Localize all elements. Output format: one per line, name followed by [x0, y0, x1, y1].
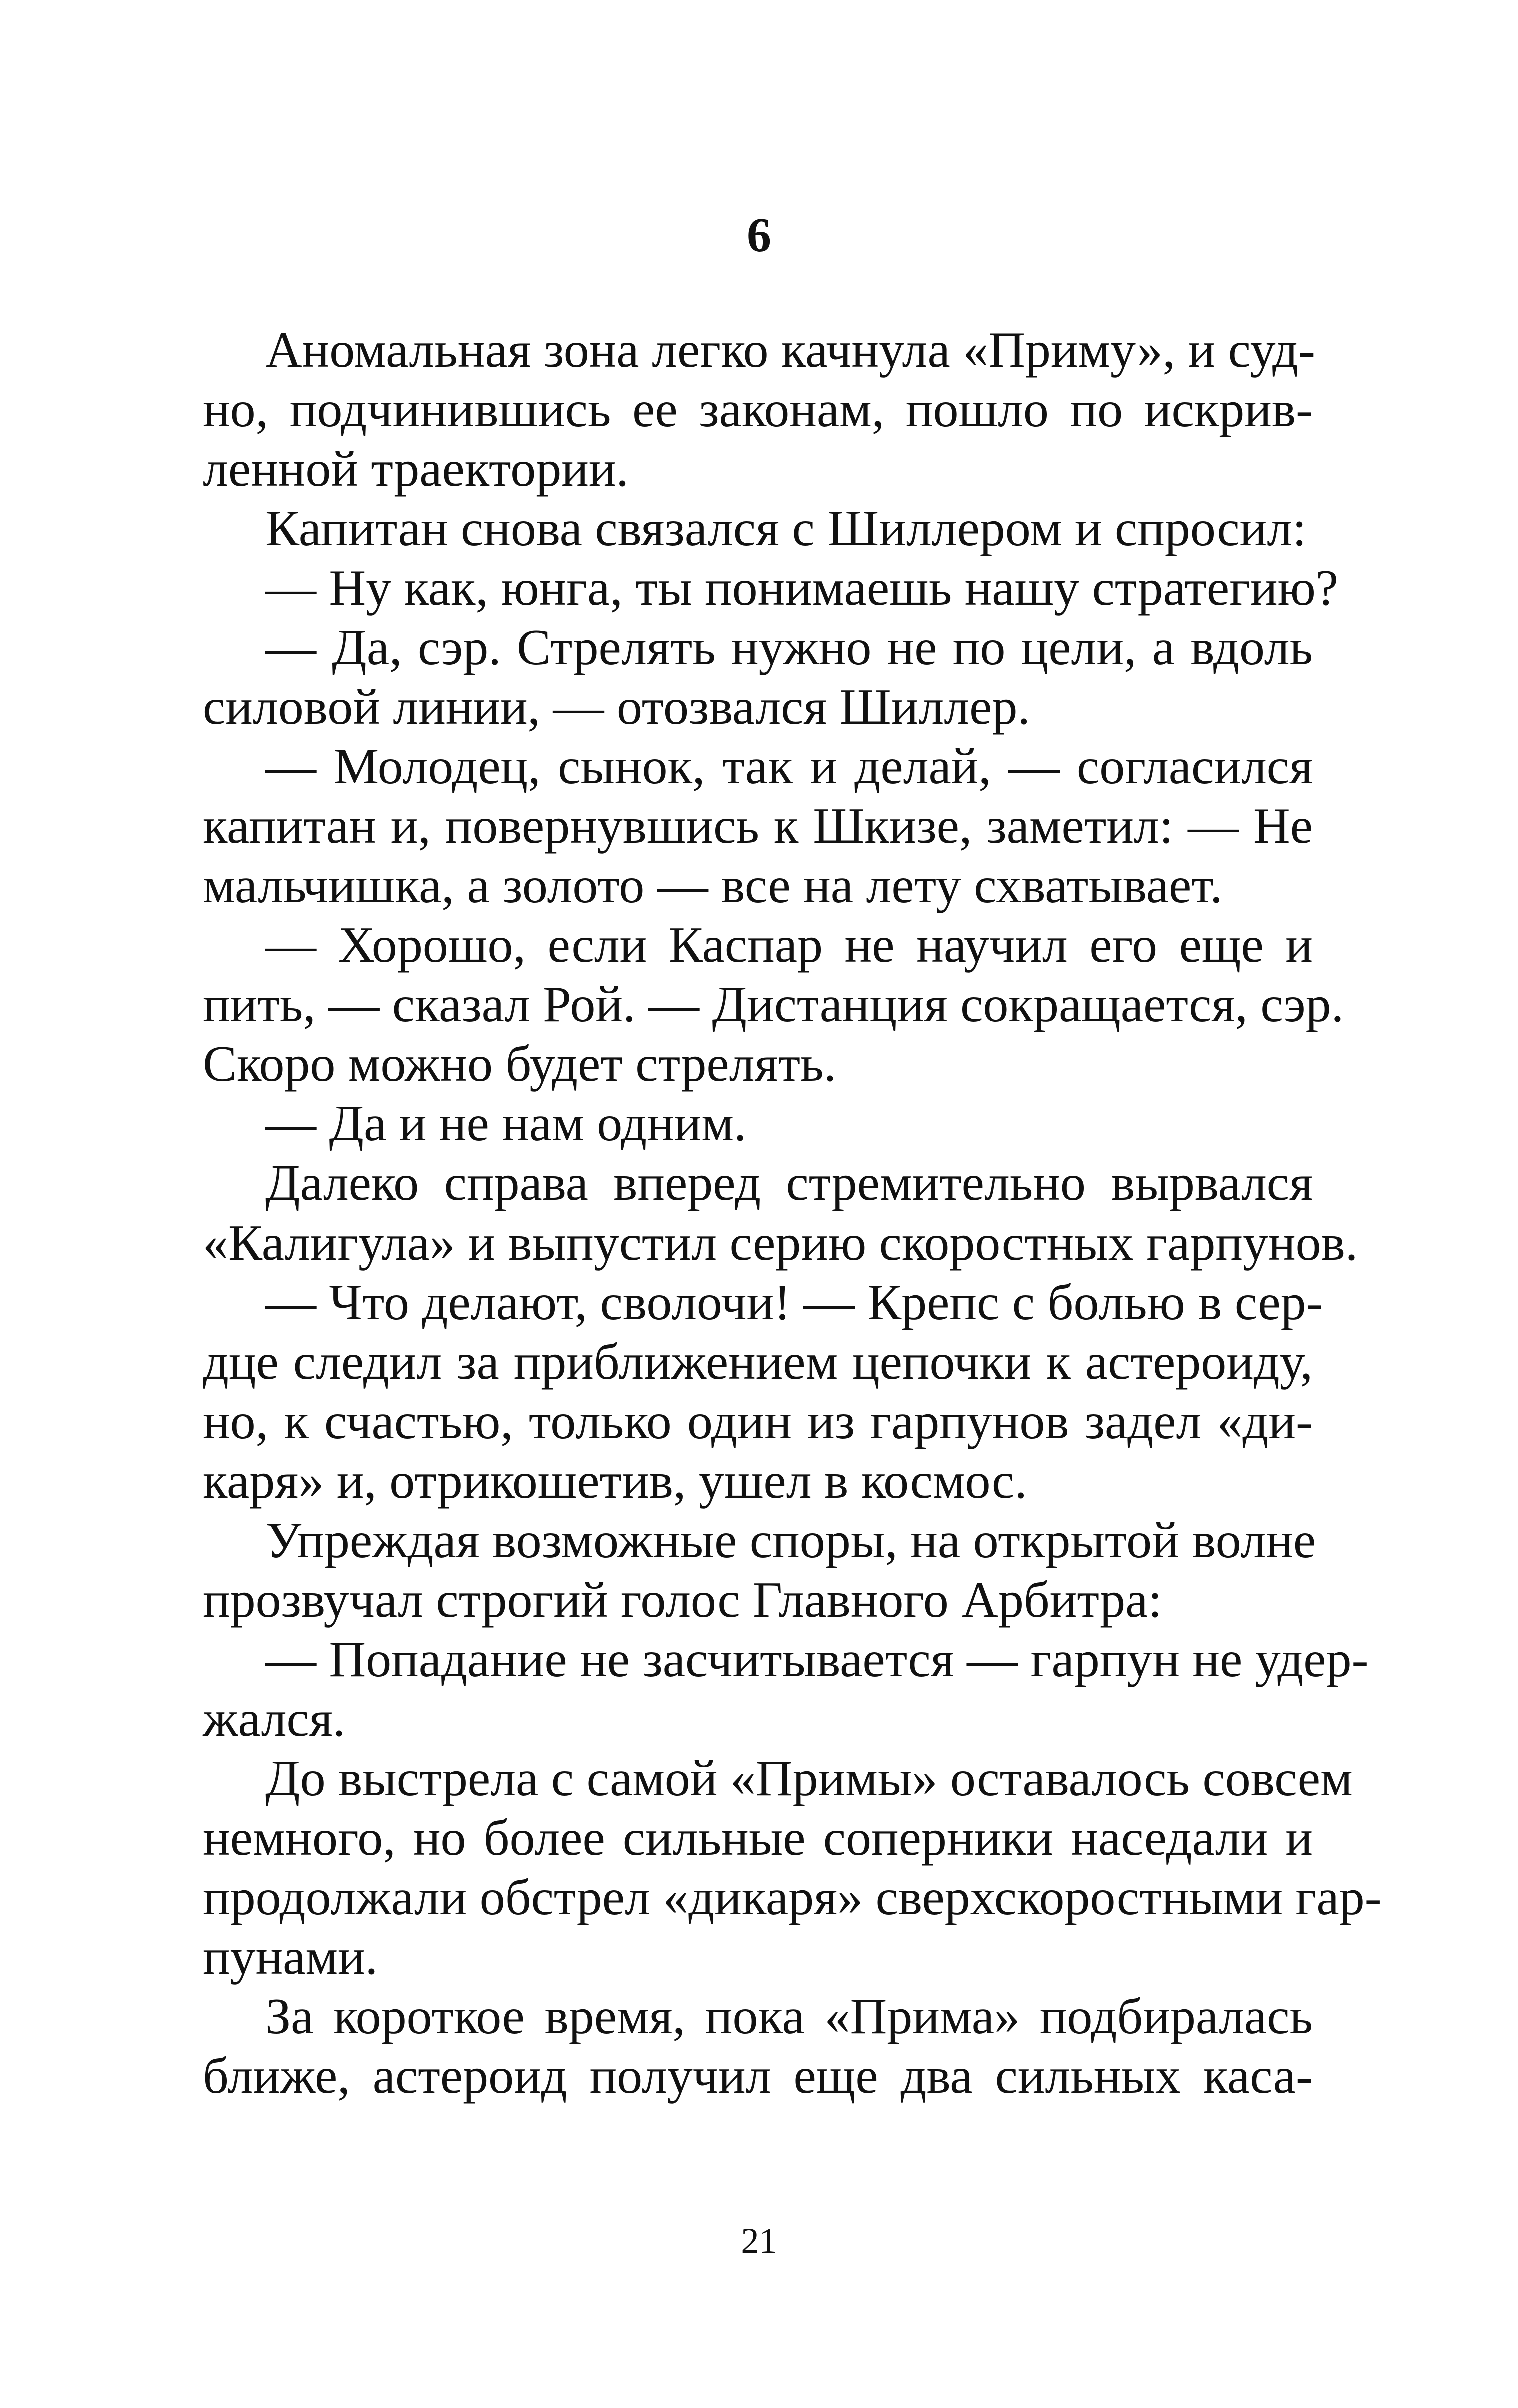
text-line: — Молодец, сынок, так и делай, — согласился — [265, 738, 1313, 795]
text-line: пить, — сказал Рой. — Дистанция сокращается, сэр. — [203, 976, 1344, 1033]
text-line: прозвучал строгий голос Главного Арбитра: — [203, 1572, 1162, 1628]
text-line: ленной траектории. — [203, 441, 629, 497]
text-line: но, подчинившись ее законам, пошло по искрив- — [203, 381, 1313, 438]
text-line: Упреждая возможные споры, на открытой волне — [265, 1512, 1316, 1569]
text-line: мальчишка, а золото — все на лету схватывает. — [203, 857, 1223, 914]
text-line: каря» и, отрикошетив, ушел в космос. — [203, 1453, 1027, 1509]
text-line: Скоро можно будет стрелять. — [203, 1036, 837, 1092]
text-line: — Хорошо, если Каспар не научил его еще и — [265, 917, 1313, 973]
text-line: За короткое время, пока «Прима» подбиралась — [265, 1988, 1313, 2045]
text-line: силовой линии, — отозвался Шиллер. — [203, 679, 1030, 735]
text-line: пунами. — [203, 1929, 378, 1985]
body-text — [203, 320, 1382, 2106]
text-line: жался. — [203, 1691, 346, 1747]
text-line: «Калигула» и выпустил серию скоростных гарпунов. — [203, 1215, 1358, 1271]
text-line: немного, но более сильные соперники наседали и — [203, 1810, 1313, 1866]
text-line: капитан и, повернувшись к Шкизе, заметил: — Не — [203, 798, 1313, 854]
page-number: 21 — [741, 2221, 777, 2261]
text-line: Аномальная зона легко качнула «Приму», и суд- — [265, 322, 1316, 378]
text-line: ближе, астероид получил еще два сильных каса- — [203, 2048, 1313, 2104]
text-line: — Попадание не засчитывается — гарпун не удер- — [265, 1631, 1369, 1688]
text-line: — Да, сэр. Стрелять нужно не по цели, а вдоль — [265, 619, 1313, 676]
text-line: но, к счастью, только один из гарпунов задел «ди- — [203, 1393, 1313, 1450]
text-line: Далеко справа вперед стремительно вырвался — [265, 1155, 1313, 1212]
text-line: До выстрела с самой «Примы» оставалось совсем — [265, 1750, 1353, 1807]
text-line: продолжали обстрел «дикаря» сверхскоростными гар- — [203, 1869, 1382, 1926]
text-line: — Ну как, юнга, ты понимаешь нашу стратегию? — [265, 560, 1339, 616]
text-line: дце следил за приближением цепочки к астероиду, — [203, 1334, 1313, 1390]
chapter-number: 6 — [747, 208, 771, 262]
text-line: Капитан снова связался с Шиллером и спросил: — [265, 500, 1307, 557]
text-line: — Что делают, сволочи! — Крепс с болью в сер- — [265, 1274, 1323, 1331]
text-line: — Да и не нам одним. — [265, 1095, 747, 1152]
